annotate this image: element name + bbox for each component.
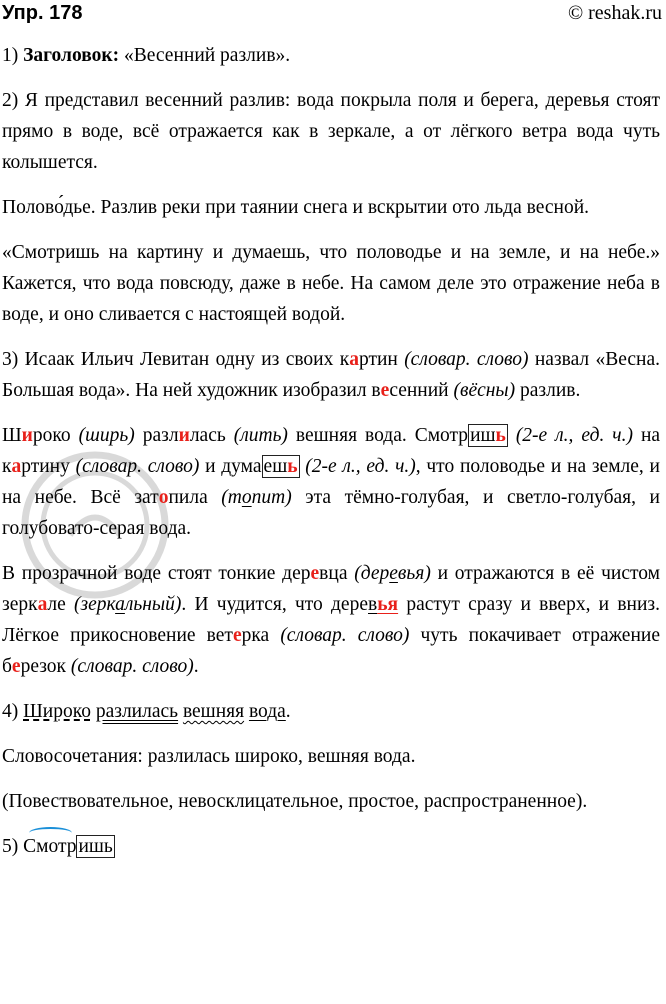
note: (словар. слово) (404, 349, 529, 370)
text: чуть покачивает отражение б (2, 625, 660, 677)
text: вца (319, 563, 355, 584)
text: дье. Разлив реки при таянии снега и вскрытии ото льда весной. (63, 197, 590, 218)
text: вешняя вода. Смотр (287, 425, 469, 446)
text: роко (32, 425, 79, 446)
text: Полово (2, 197, 64, 218)
attribute-word: вешняя (182, 701, 245, 722)
text: иш (470, 425, 496, 446)
underlined-letter: о (241, 487, 252, 508)
text (508, 425, 516, 446)
note (74, 594, 181, 615)
highlight-letter: ья (377, 594, 399, 615)
text: . (285, 701, 291, 722)
note: (2-е л., ед. ч.) (515, 425, 633, 446)
word-combinations: Словосочетания: разлилась широко, вешняя вода. (2, 746, 416, 767)
text: резок (20, 656, 71, 677)
note: (ширь) (78, 425, 135, 446)
text: лась (189, 425, 234, 446)
text: и дума (199, 456, 262, 477)
underlined-letter: а (115, 594, 125, 615)
note: (словар. слово) (280, 625, 410, 646)
item-number: 4) (2, 701, 24, 722)
underlined-letter: е (389, 563, 398, 584)
text: , что половодье и на земле, и на небе. Всё зат (2, 456, 660, 508)
note: (лить) (233, 425, 288, 446)
highlight-letter: ь (495, 425, 506, 446)
note: (словар. слово) (75, 456, 200, 477)
text: ле (47, 594, 74, 615)
highlight-letter: е (310, 563, 320, 584)
text: (зерк (73, 594, 116, 615)
highlight-letter: и (21, 425, 33, 446)
predicate-word: разлилась (95, 701, 179, 722)
text: ртин (358, 349, 405, 370)
highlight-letter: а (37, 594, 48, 615)
adverbial-word: Широко (23, 701, 91, 722)
text: назвал «Весна. Большая вода». На ней художник изобразил в (2, 349, 660, 401)
exercise-content (2, 40, 660, 876)
item-2: 2) Я представил весенний разлив: вода покрыла поля и берега, деревья стоят прямо в воде, всё отражается как в зеркале, а от лёгкого ветра вода чуть колышется. (2, 90, 660, 173)
text: . И чудится, что дере (181, 594, 368, 615)
text: разл (134, 425, 179, 446)
text: льный) (124, 594, 182, 615)
highlight-letter: ь (287, 456, 298, 477)
text: Ш (2, 425, 22, 446)
item-number: 1) (2, 45, 24, 66)
highlight-letter: е (11, 656, 21, 677)
highlight-letter: а (349, 349, 359, 370)
highlight-letter: и (178, 425, 190, 446)
text: эта тёмно-голубая, и светло-голубая, и голубовато-серая вода. (2, 487, 660, 539)
ending-box (262, 455, 300, 478)
title-text: «Весенний разлив». (119, 45, 291, 66)
note: (2-е л., ед. ч.) (305, 456, 416, 477)
note: (вёсны) (453, 380, 516, 401)
text: рка (241, 625, 281, 646)
ending-box: ишь (78, 836, 113, 857)
item-number: 5) (2, 836, 24, 857)
text: разлив. (515, 380, 581, 401)
site-credit: © reshak.ru (567, 2, 662, 24)
text: В прозрачной воде стоят тонкие дер (2, 563, 311, 584)
underlined-letter: в (368, 594, 378, 615)
highlight-letter: а (11, 456, 22, 477)
text: . (193, 656, 199, 677)
text: и отражаются в её чистом зерк (2, 563, 660, 615)
text: пила (168, 487, 222, 508)
text: (дер (354, 563, 390, 584)
item-5 (2, 831, 660, 862)
text: еш (263, 456, 288, 477)
text: вья) (397, 563, 431, 584)
highlight-letter: е (380, 380, 390, 401)
text: на к (2, 425, 661, 477)
subject-word: вода (248, 701, 286, 722)
title-label: Заголовок: (23, 45, 120, 66)
text: ртину (21, 456, 76, 477)
item-3 (2, 344, 660, 406)
item-4 (2, 696, 660, 727)
note (221, 487, 291, 508)
text: (т (221, 487, 242, 508)
highlight-letter: о (158, 487, 169, 508)
text: растут сразу и вверх, и вниз. Лёгкое прикосновение вет (2, 594, 660, 646)
note (354, 563, 431, 584)
highlight-letter: е (232, 625, 242, 646)
analysis-paragraph-1 (2, 420, 660, 544)
ending-box (468, 424, 508, 447)
quote-paragraph: «Смотришь на картину и думаешь, что половодье и на земле, и на небе.» Кажется, что вода повсюду, даже в небе. На самом деле это отражение неба в воде, и оно сливается с настоящей водой. (2, 242, 660, 325)
item-1 (2, 40, 660, 71)
definition (2, 192, 660, 223)
sentence-characteristics: (Повествовательное, невосклицательное, простое, распространенное). (2, 791, 588, 812)
root-marked-word: Смотр (23, 831, 76, 862)
text: сенний (389, 380, 454, 401)
analysis-paragraph-2 (2, 558, 660, 682)
text: 3) Исаак Ильич Левитан одну из своих к (2, 349, 350, 370)
note: (словар. слово) (70, 656, 194, 677)
exercise-number: Упр. 178 (2, 2, 83, 24)
text: пит) (251, 487, 292, 508)
